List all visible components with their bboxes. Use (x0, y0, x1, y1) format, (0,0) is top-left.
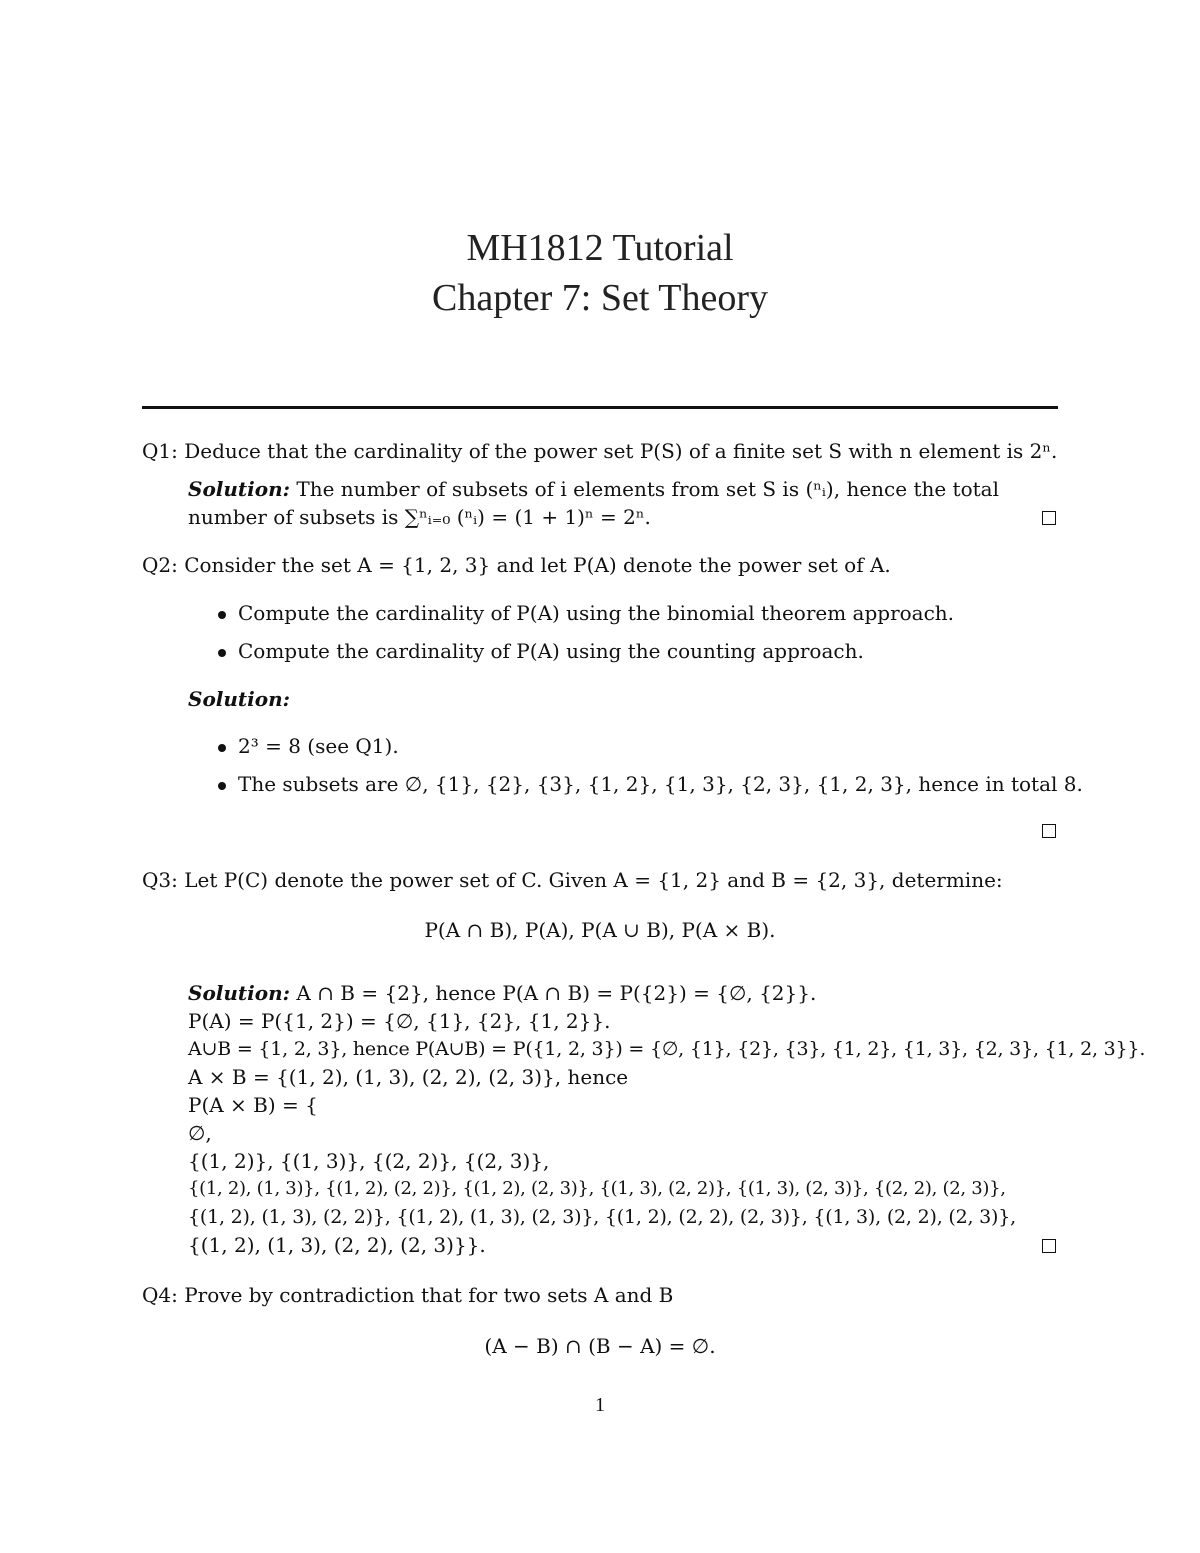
q3-solution-line: A∪B = {1, 2, 3}, hence P(A∪B) = P({1, 2, 3}) = {∅, {1}, {2}, {3}, {1, 2}, {1, 3}, {2, 3}, {1, 2, 3}}. (188, 1038, 1146, 1060)
q2-solution-label: Solution: (188, 687, 291, 711)
q2-bullet2: Compute the cardinality of P(A) using the counting approach. (238, 639, 864, 663)
q4-display-equation: (A − B) ∩ (B − A) = ∅. (484, 1334, 716, 1358)
bullet-icon (218, 611, 226, 619)
qed-icon (1042, 824, 1056, 838)
q2-answer2: The subsets are ∅, {1}, {2}, {3}, {1, 2}, {1, 3}, {2, 3}, {1, 2, 3}, hence in total 8. (238, 772, 1083, 796)
q3-solution-text: A ∩ B = {2}, hence P(A ∩ B) = P({2}) = {∅, {2}}. (290, 981, 817, 1005)
q4-question: Q4: Prove by contradiction that for two sets A and B (142, 1283, 674, 1307)
q3-solution-line: {(1, 2), (1, 3), (2, 2)}, {(1, 2), (1, 3), (2, 3)}, {(1, 2), (2, 2), (2, 3)}, {(1, 3), (2, 2), (2, 3)}, (188, 1206, 1016, 1228)
bullet-icon (218, 744, 226, 752)
q2-answer1: 2³ = 8 (see Q1). (238, 734, 399, 758)
q2-question: Q2: Consider the set A = {1, 2, 3} and let P(A) denote the power set of A. (142, 553, 891, 577)
q3-solution-line: {(1, 2), (1, 3)}, {(1, 2), (2, 2)}, {(1, 2), (2, 3)}, {(1, 3), (2, 2)}, {(1, 3), (2, 3)}, {(2, 2), (2, 3)}, (188, 1178, 1006, 1199)
q1-question: Q1: Deduce that the cardinality of the power set P(S) of a finite set S with n element is 2ⁿ. (142, 439, 1058, 463)
q3-solution-line: A × B = {(1, 2), (1, 3), (2, 2), (2, 3)}, hence (188, 1065, 629, 1089)
q3-solution-line: P(A × B) = { (188, 1093, 318, 1117)
q1-solution-text: The number of subsets of i elements from set S is (ⁿᵢ), hence the total (290, 477, 999, 501)
q1-solution-line1 (188, 477, 999, 501)
q1-solution-line2: number of subsets is ∑ⁿᵢ₌₀ (ⁿᵢ) = (1 + 1)ⁿ = 2ⁿ. (188, 505, 651, 529)
q3-question: Q3: Let P(C) denote the power set of C. Given A = {1, 2} and B = {2, 3}, determine: (142, 868, 1003, 892)
q3-solution-line: {(1, 2)}, {(1, 3)}, {(2, 2)}, {(2, 3)}, (188, 1149, 550, 1173)
solution-label: Solution: (188, 981, 291, 1005)
q3-solution-line: ∅, (188, 1121, 212, 1145)
horizontal-rule (142, 406, 1058, 409)
bullet-icon (218, 649, 226, 657)
document-title: MH1812 Tutorial (466, 227, 734, 269)
qed-icon (1042, 1239, 1056, 1253)
bullet-icon (218, 782, 226, 790)
q3-solution-line (188, 981, 816, 1005)
q2-bullet1: Compute the cardinality of P(A) using the binomial theorem approach. (238, 601, 955, 625)
q3-display-equation: P(A ∩ B), P(A), P(A ∪ B), P(A × B). (424, 918, 776, 942)
document-subtitle: Chapter 7: Set Theory (432, 277, 768, 319)
solution-label: Solution: (188, 477, 291, 501)
q3-solution-line: P(A) = P({1, 2}) = {∅, {1}, {2}, {1, 2}}. (188, 1009, 611, 1033)
qed-icon (1042, 511, 1056, 525)
page-number: 1 (595, 1394, 605, 1416)
q3-solution-line: {(1, 2), (1, 3), (2, 2), (2, 3)}}. (188, 1233, 486, 1257)
